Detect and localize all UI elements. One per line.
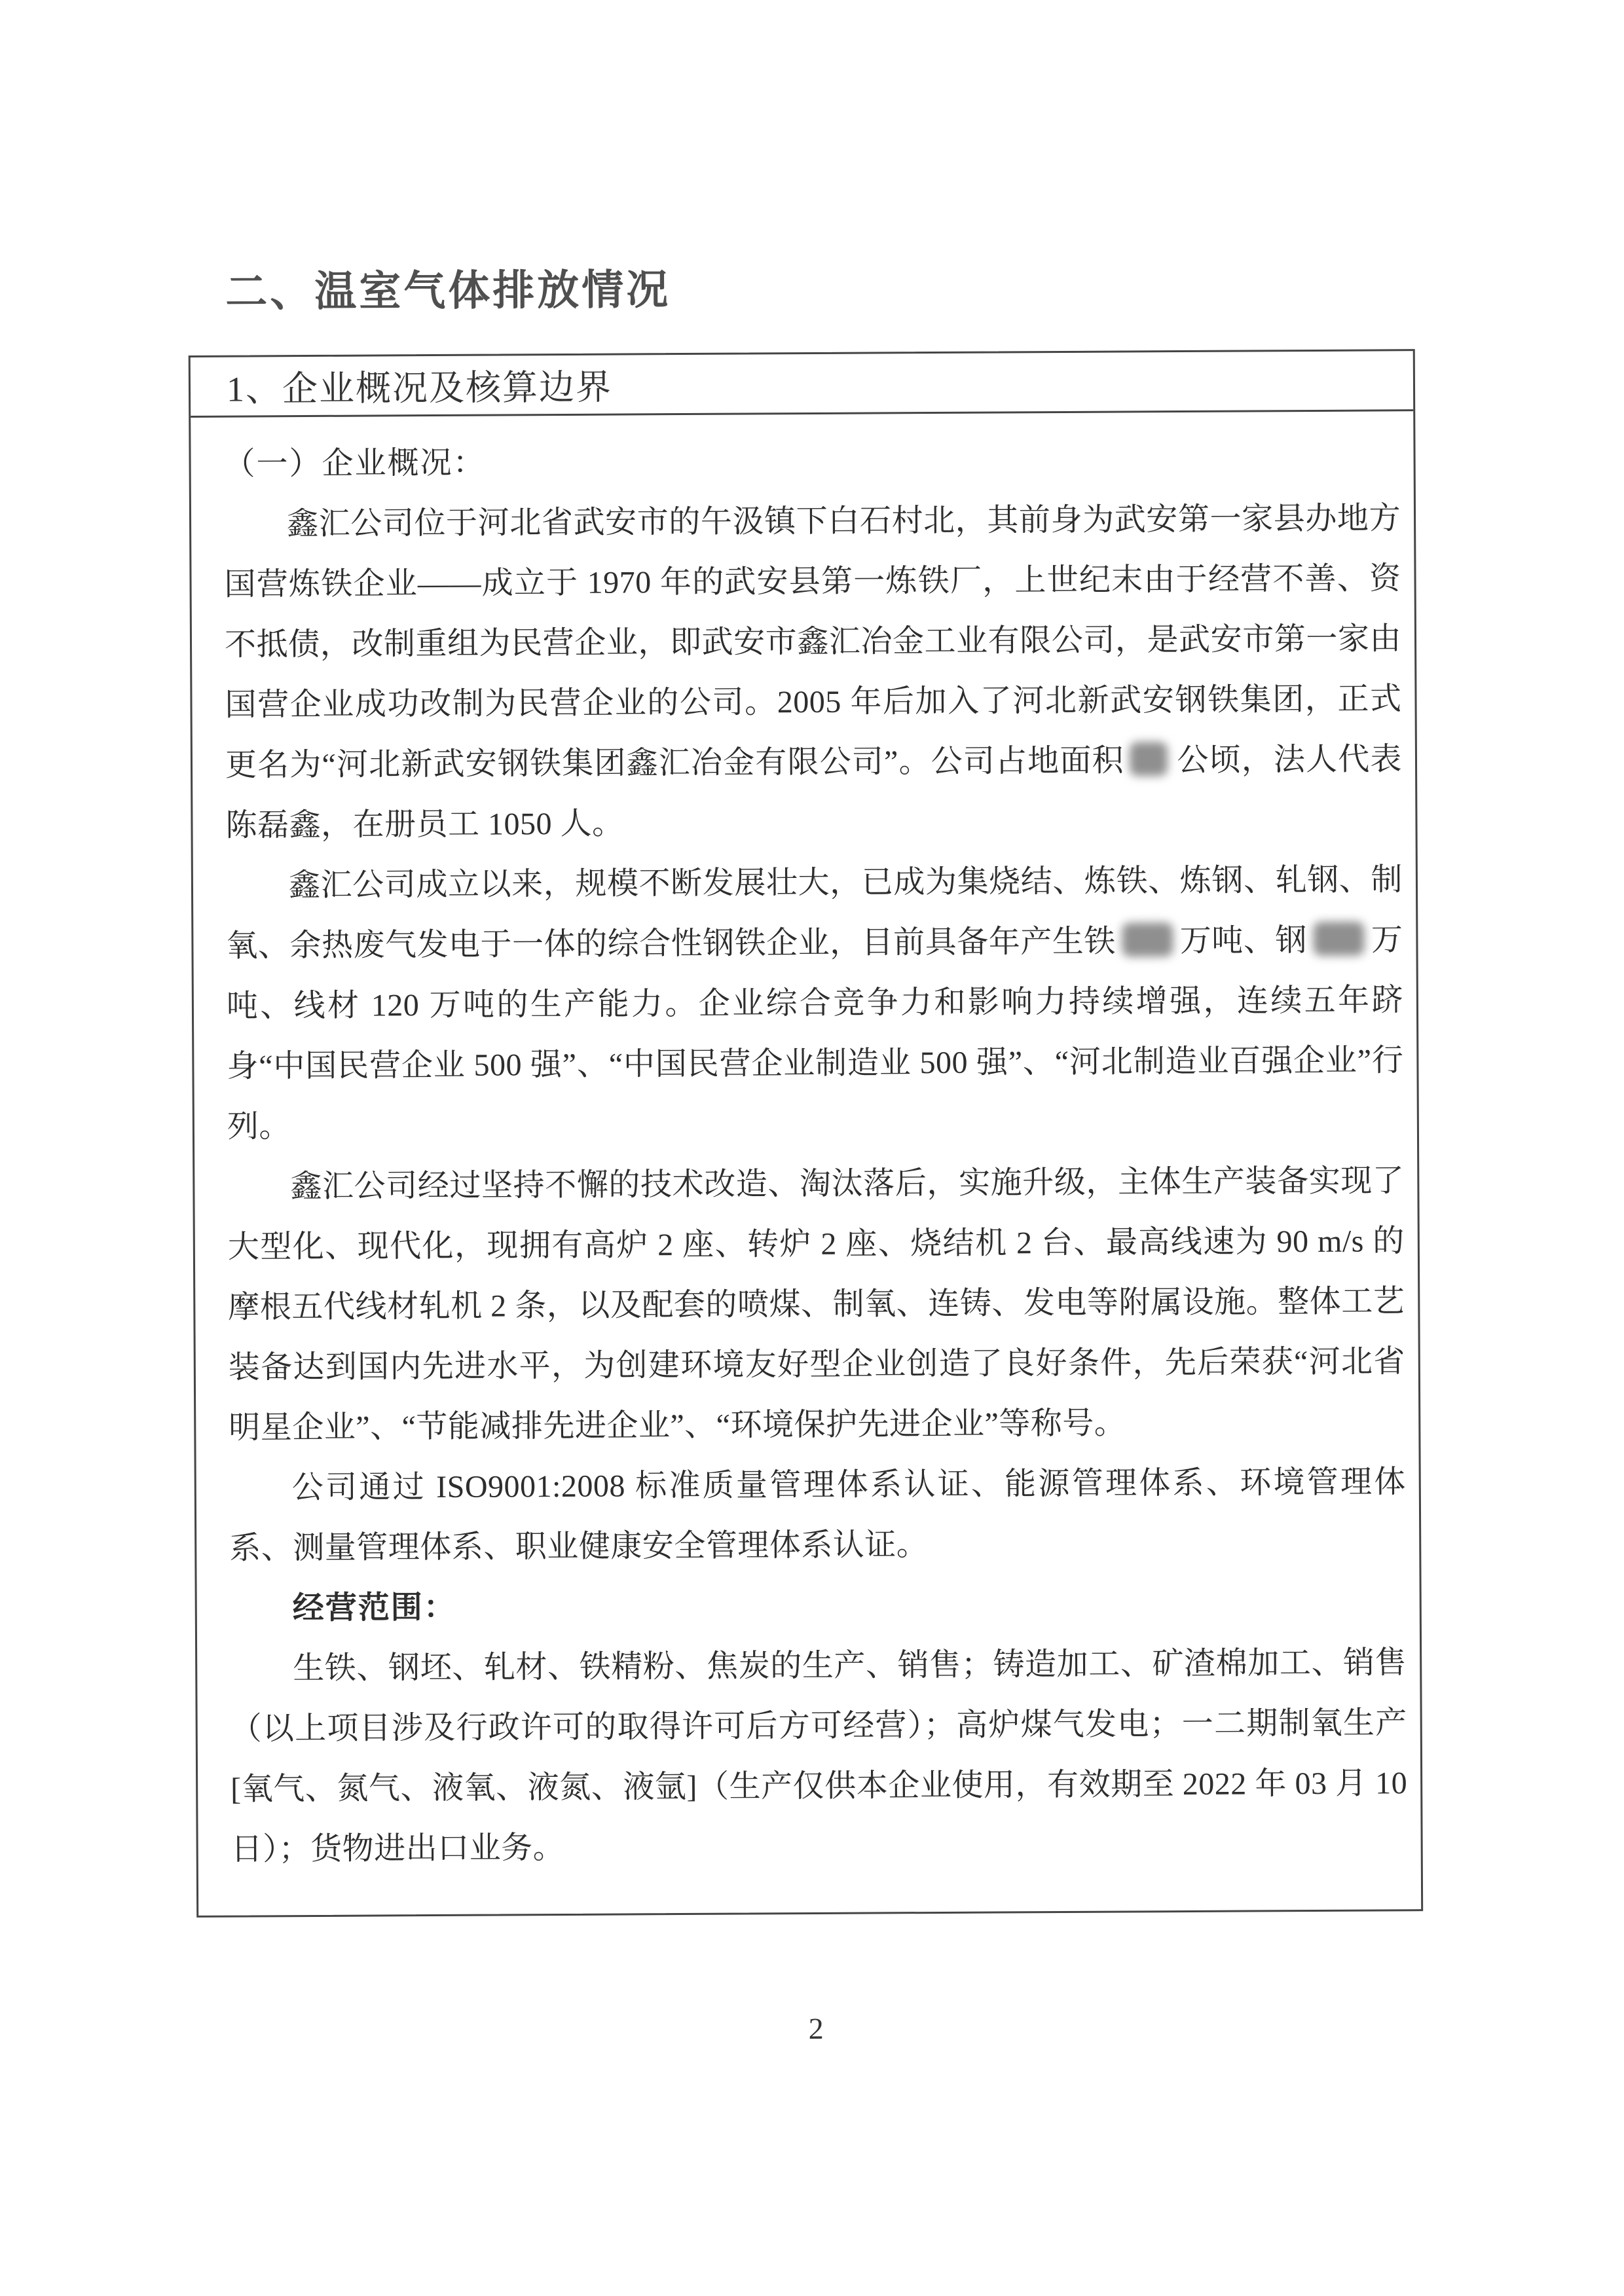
- business-scope-heading: 经营范围：: [292, 1590, 456, 1626]
- text-segment: 万吨、线材 120 万吨的生产能力。企业综合竞争力和影响力持续增强，连续五年跻身“中国民营企业 500 强”、“中国民营企业制造业 500 强”、“河北制造业百强企业”行列。: [226, 922, 1404, 1144]
- section-title: 二、温室气体排放情况: [225, 266, 671, 316]
- text-segment: 鑫汇公司成立以来，规模不断发展壮大，已成为集烧结、炼铁、炼钢、轧钢、制氧、余热废气发电于一体的综合性钢铁企业，目前具备年产生铁: [226, 862, 1403, 964]
- paragraph-business-scope: 生铁、钢坯、轧材、铁精粉、焦炭的生产、销售；铸造加工、矿渣棉加工、销售（以上项目涉及行政许可的取得许可后方可经营）；高炉煤气发电；一二期制氧生产[氧气、氮气、液氧、液氮、液氩]（生产仅供本企业使用，有效期至 2022 年 03 月 10 日）；货物进出口业务。: [230, 1645, 1408, 1867]
- paragraph-certifications: 公司通过 ISO9001:2008 标准质量管理体系认证、能源管理体系、环境管理体系、测量管理体系、职业健康安全管理体系认证。: [229, 1465, 1406, 1566]
- redaction-blur-steel: [1314, 922, 1365, 956]
- paragraph-equipment-upgrade: 鑫汇公司经过坚持不懈的技术改造、淘汰落后，实施升级，主体生产装备实现了大型化、现代化，现拥有高炉 2 座、转炉 2 座、烧结机 2 台、最高线速为 90 m/s 的摩根五代线材轧机 2 条，以及配套的喷煤、制氧、连铸、发电等附属设施。整体工艺装备达到国内先进水平，为创建环境友好型企业创造了良好条件，先后荣获“河北省明星企业”、“节能减排先进企业”、“环境保护先进企业”等称号。: [227, 1163, 1405, 1446]
- redaction-blur-iron: [1122, 922, 1173, 957]
- text-segment: 万吨、钢: [1179, 923, 1308, 959]
- page-number: 2: [808, 2011, 824, 2046]
- subheading-company-overview: （一）企业概况：: [223, 445, 486, 482]
- table-header-label: 1、企业概况及核算边界: [226, 367, 613, 409]
- table-body-cell: [191, 411, 1421, 1908]
- paragraph-production-capacity: [226, 850, 1404, 1157]
- redaction-blur-area: [1130, 742, 1168, 776]
- paragraph-company-history: [224, 488, 1403, 856]
- text-segment: 公顷，法人代表陈磊鑫，在册员工 1050 人。: [225, 742, 1403, 843]
- text-segment: 鑫汇公司位于河北省武安市的午汲镇下白石村北，其前身为武安第一家县办地方国营炼铁企业——成立于 1970 年的武安县第一炼铁厂，上世纪末由于经营不善、资不抵债，改制重组为民营企业，即武安市鑫汇冶金工业有限公司，是武安市第一家由国营企业成功改制为民营企业的公司。2005 年后加入了河北新武安钢铁集团，正式更名为“河北新武安钢铁集团鑫汇冶金有限公司”。公司占地面积: [224, 501, 1402, 783]
- table-header-row: [191, 351, 1413, 418]
- enterprise-overview-table: [189, 349, 1423, 1918]
